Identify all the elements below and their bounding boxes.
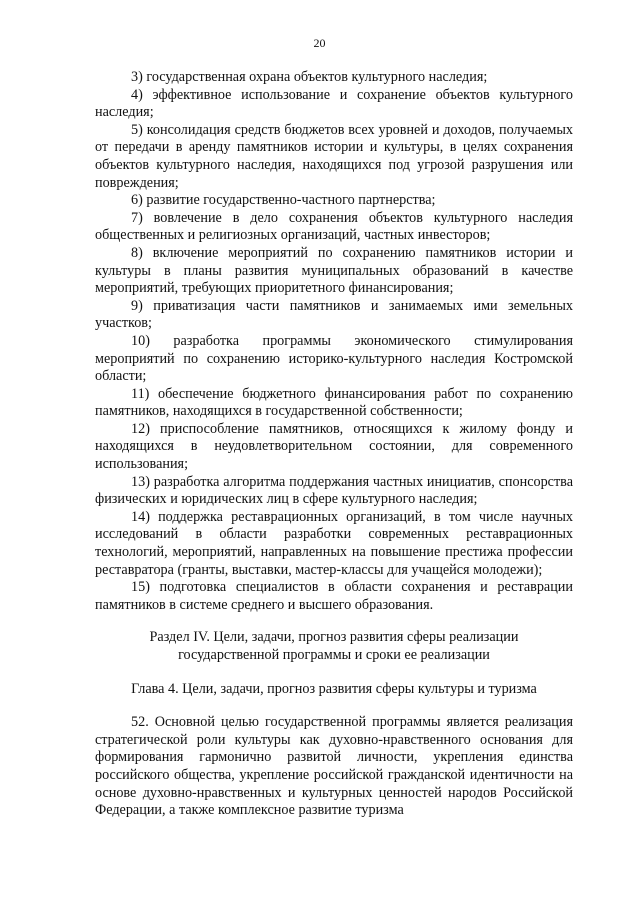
list-item-9: 9) приватизация части памятников и занимаемых ими земельных участков; xyxy=(95,297,573,332)
list-item-11: 11) обеспечение бюджетного финансирования работ по сохранению памятников, находящихся в государственной собственности; xyxy=(95,385,573,420)
list-item-7: 7) вовлечение в дело сохранения объектов культурного наследия общественных и религиозных организаций, частных инвесторов; xyxy=(95,209,573,244)
list-item-5: 5) консолидация средств бюджетов всех уровней и доходов, получаемых от передачи в аренду памятников истории и культуры, в целях сохранения объектов культурного наследия, находящихся под угрозой разрушения или повреждения; xyxy=(95,121,573,191)
paragraph-52: 52. Основной целью государственной программы является реализация стратегической роли культуры как духовно-нравственного основания для формирования гармонично развитой личности, укрепления единства российского общества, укрепление российской гражданской идентичности на основе духовно-нравственных и культурных ценностей народов Российской Федерации, а также комплексное развитие туризма xyxy=(95,714,573,819)
section-heading-line-2: государственной программы и сроки ее реализации xyxy=(178,647,490,663)
list-item-8: 8) включение мероприятий по сохранению памятников истории и культуры в планы развития муниципальных образований в качестве мероприятий, требующих приоритетного финансирования; xyxy=(95,244,573,297)
chapter-heading: Глава 4. Цели, задачи, прогноз развития сферы культуры и туризма xyxy=(131,680,537,697)
page-number: 20 xyxy=(313,36,326,50)
list-item-13: 13) разработка алгоритма поддержания частных инициатив, спонсорства физических и юридических лиц в сфере культурного наследия; xyxy=(95,473,573,508)
list-item-6: 6) развитие государственно-частного партнерства; xyxy=(131,192,436,209)
list-item-14: 14) поддержка реставрационных организаций, в том числе научных исследований в области разработки современных реставрационных технологий, мероприятий, направленных на повышение престижа профессии реставратора (гранты, выставки, мастер-классы для учащейся молодежи); xyxy=(95,508,573,578)
list-item-4: 4) эффективное использование и сохранение объектов культурного наследия; xyxy=(95,86,573,121)
section-heading-line-1: Раздел IV. Цели, задачи, прогноз развития сферы реализации xyxy=(149,629,519,646)
section-heading xyxy=(95,629,573,664)
list-item-15: 15) подготовка специалистов в области сохранения и реставрации памятников в системе среднего и высшего образования. xyxy=(95,579,573,613)
list-item-12: 12) приспособление памятников, относящихся к жилому фонду и находящихся в неудовлетворительном состоянии, для современного использования; xyxy=(95,420,573,473)
list-item-3: 3) государственная охрана объектов культурного наследия; xyxy=(131,69,488,85)
document-body xyxy=(95,69,573,820)
list-item-10: 10) разработка программы экономического стимулирования мероприятий по сохранению историко-культурного наследия Костромской области; xyxy=(95,332,573,385)
